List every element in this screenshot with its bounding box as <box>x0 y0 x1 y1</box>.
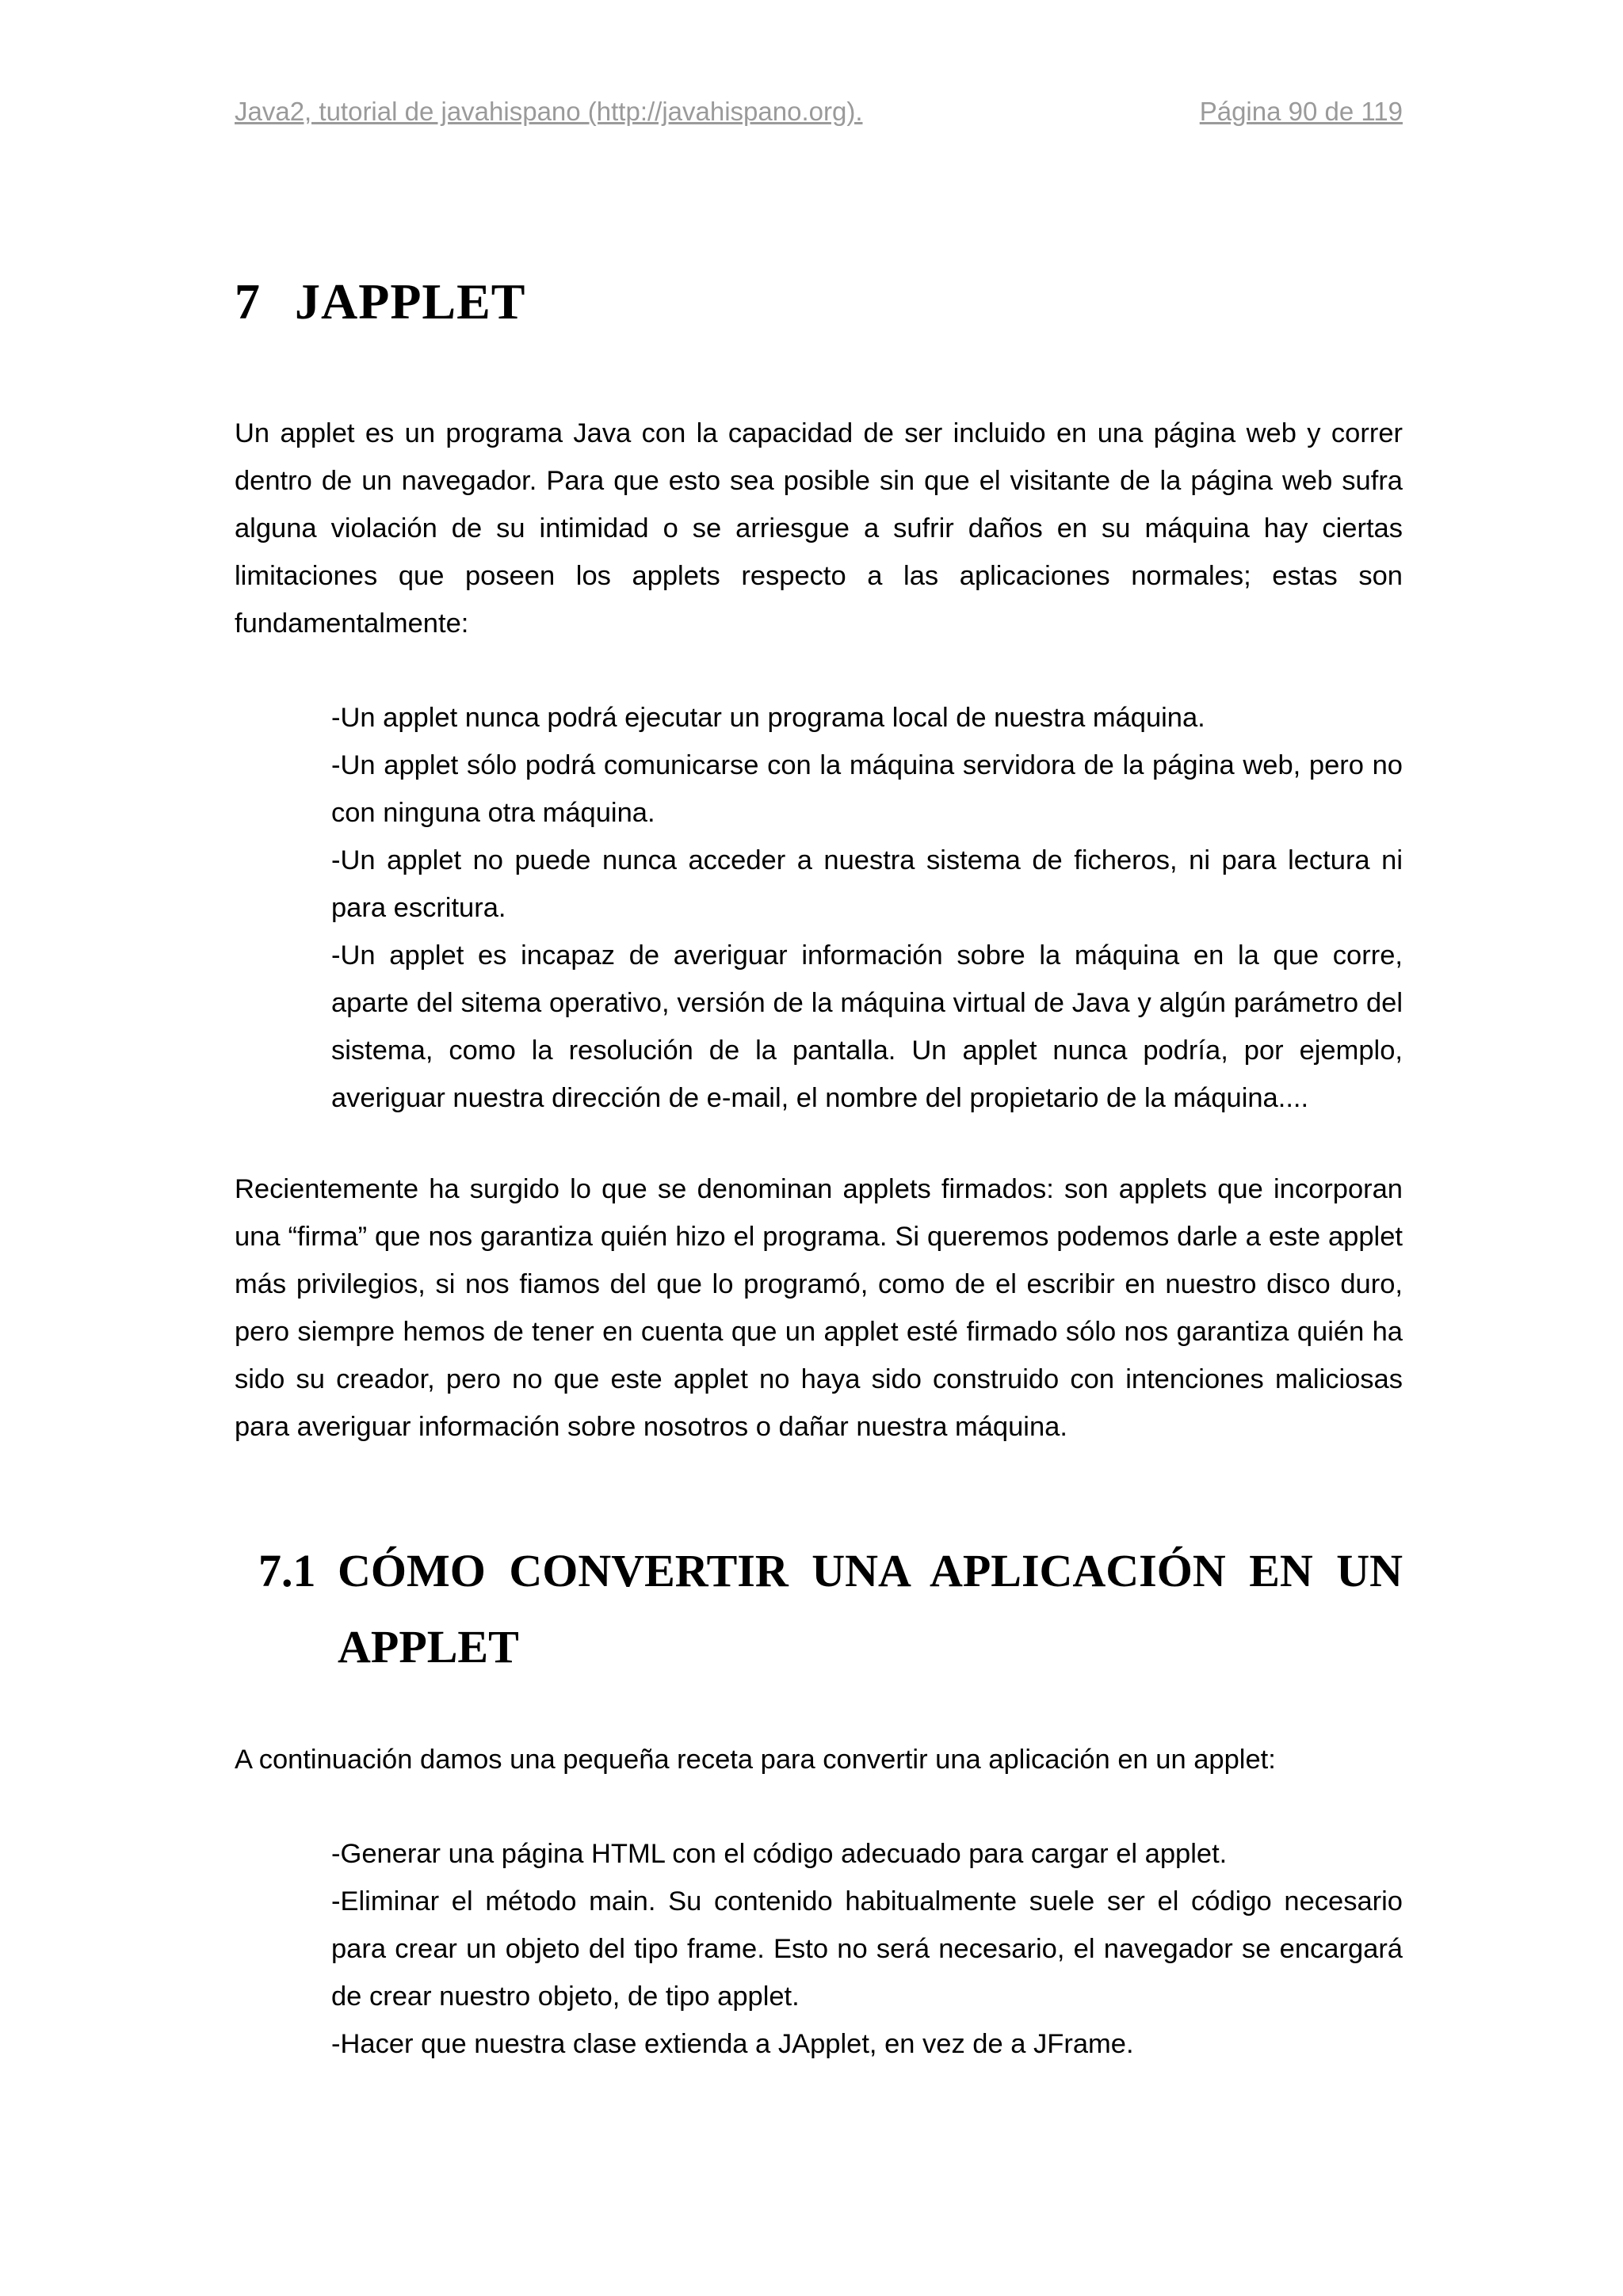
list-item: -Generar una página HTML con el código adecuado para cargar el applet. <box>331 1839 1228 1869</box>
intro-paragraph: Un applet es un programa Java con la capacidad de ser incluido en una página web y correr dentro de un navegador. Para que esto sea posible sin que el visitante de la página web sufra alguna violación de su intimidad o se arriesgue a sufrir daños en su máquina hay ciertas limitaciones que poseen los applets respecto a las aplicaciones normales; estas son fundamentalmente: <box>235 418 1403 639</box>
section-intro-paragraph: A continuación damos una pequeña receta para convertir una aplicación en un applet: <box>235 1745 1276 1775</box>
page-header <box>235 97 1403 136</box>
list-item: -Un applet nunca podrá ejecutar un programa local de nuestra máquina. <box>331 703 1205 733</box>
chapter-title: JAPPLET <box>295 273 526 330</box>
section-heading <box>258 1533 1403 1685</box>
chapter-heading <box>235 273 525 331</box>
list-item: -Hacer que nuestra clase extienda a JApplet, en vez de a JFrame. <box>331 2029 1134 2059</box>
header-tutorial-link[interactable]: Java2, tutorial de javahispano (http://javahispano.org). <box>235 97 863 126</box>
list-item: -Un applet sólo podrá comunicarse con la máquina servidora de la página web, pero no con ninguna otra máquina. <box>331 750 1403 828</box>
limitations-list <box>331 694 1403 1122</box>
header-page-number: Página 90 de 119 <box>1199 97 1403 126</box>
steps-list <box>331 1830 1403 2068</box>
signed-applets-paragraph: Recientemente ha surgido lo que se denominan applets firmados: son applets que incorporan una “firma” que nos garantiza quién hizo el programa. Si queremos podemos darle a este applet más privilegios, si nos fiamos del que lo programó, como de el escribir en nuestro disco duro, pero siempre hemos de tener en cuenta que un applet esté firmado sólo nos garantiza quién ha sido su creador, pero no que este applet no haya sido construido con intenciones maliciosas para averiguar información sobre nosotros o dañar nuestra máquina. <box>235 1174 1403 1442</box>
list-item: -Un applet es incapaz de averiguar información sobre la máquina en la que corre, aparte del sitema operativo, versión de la máquina virtual de Java y algún parámetro del sistema, como la resolución de la pantalla. Un applet nunca podría, por ejemplo, averiguar nuestra dirección de e-mail, el nombre del propietario de la máquina.... <box>331 940 1403 1113</box>
section-title: CÓMO CONVERTIR UNA APLICACIÓN EN UN APPLET <box>338 1545 1403 1672</box>
list-item: -Eliminar el método main. Su contenido habitualmente suele ser el código necesario para crear un objeto del tipo frame. Esto no será necesario, el navegador se encargará de crear nuestro objeto, de tipo applet. <box>331 1886 1403 2012</box>
list-item: -Un applet no puede nunca acceder a nuestra sistema de ficheros, ni para lectura ni para escritura. <box>331 845 1403 923</box>
chapter-number: 7 <box>235 273 261 330</box>
section-number: 7.1 <box>258 1545 316 1596</box>
